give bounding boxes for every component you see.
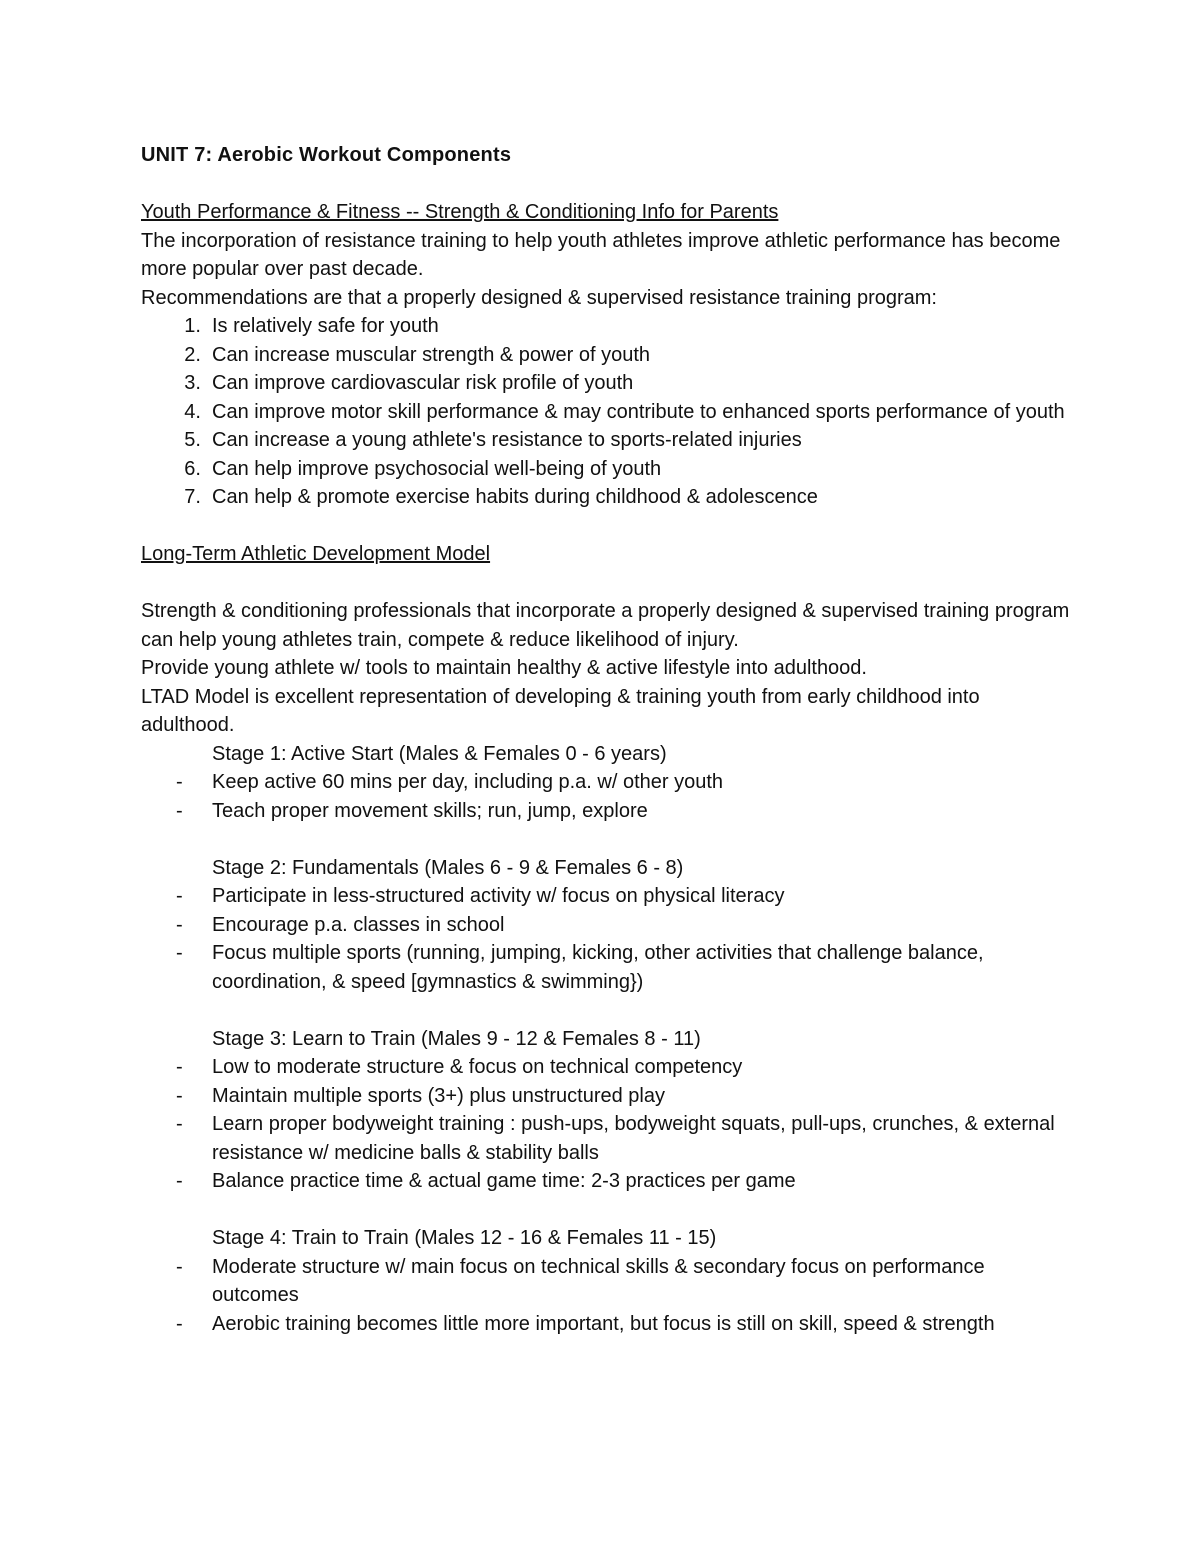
stage-4-title: Stage 4: Train to Train (Males 12 - 16 & Females 11 - 15) <box>212 1227 717 1249</box>
blank-line <box>141 996 1071 1025</box>
ltad-paragraph-1: Strength & conditioning professionals that incorporate a properly designed & supervised training program can help young athletes train, compete & reduce likelihood of injury. <box>141 600 1070 651</box>
point-text: Encourage p.a. classes in school <box>212 913 505 936</box>
list-item: 5. Can increase a young athlete's resistance to sports-related injuries <box>212 426 1071 455</box>
list-item <box>176 1082 1071 1111</box>
point-text: Low to moderate structure & focus on technical competency <box>212 1056 743 1078</box>
document-title: UNIT 7: Aerobic Workout Components <box>141 144 512 166</box>
intro-paragraph: The incorporation of resistance training to help youth athletes improve athletic performance has become more popular over past decade. <box>141 229 1061 280</box>
list-item <box>176 1310 1071 1339</box>
dash-bullet: - <box>176 913 183 936</box>
blank-line <box>141 1196 1071 1225</box>
stage-3-title: Stage 3: Learn to Train (Males 9 - 12 & Females 8 - 11) <box>212 1027 701 1050</box>
list-item <box>176 1110 1071 1167</box>
point-text: Aerobic training becomes little more important, but focus is still on skill, speed & strength <box>212 1312 995 1335</box>
point-text: Participate in less-structured activity w/ focus on physical literacy <box>212 885 785 907</box>
list-item: 2. Can increase muscular strength & power of youth <box>212 341 1071 370</box>
dash-bullet: - <box>176 1170 183 1192</box>
blank-line <box>141 512 1071 541</box>
section-heading-youth-performance: Youth Performance & Fitness -- Strength & Conditioning Info for Parents <box>141 201 779 223</box>
point-text: Focus multiple sports (running, jumping, kicking, other activities that challenge balance, coordination, & speed [gymnastics & swimming}) <box>212 942 984 993</box>
ltad-paragraph-2: Provide young athlete w/ tools to maintain healthy & active lifestyle into adulthood. <box>141 657 867 679</box>
recommendations-list <box>141 312 1071 512</box>
document-body <box>141 198 1071 1338</box>
dash-bullet: - <box>176 771 183 793</box>
list-item: 6. Can help improve psychosocial well-being of youth <box>212 455 1071 484</box>
stage-2-points <box>141 882 1071 996</box>
list-item <box>176 911 1071 940</box>
list-item <box>176 1167 1071 1196</box>
list-item <box>176 797 1071 826</box>
list-item <box>176 882 1071 911</box>
list-item: 4. Can improve motor skill performance & may contribute to enhanced sports performance of youth <box>212 398 1071 427</box>
list-item <box>176 768 1071 797</box>
point-text: Balance practice time & actual game time: 2-3 practices per game <box>212 1170 796 1192</box>
list-item <box>176 1253 1071 1310</box>
list-item <box>176 939 1071 996</box>
dash-bullet: - <box>176 1255 183 1278</box>
dash-bullet: - <box>176 885 183 907</box>
ltad-paragraph-3: LTAD Model is excellent representation of developing & training youth from early childhood into adulthood. <box>141 685 980 736</box>
list-item: 3. Can improve cardiovascular risk profile of youth <box>212 369 1071 398</box>
list-item: 7. Can help & promote exercise habits during childhood & adolescence <box>212 483 1071 512</box>
section-heading-ltad: Long-Term Athletic Development Model <box>141 543 491 565</box>
recommendations-paragraph: Recommendations are that a properly designed & supervised resistance training program: <box>141 286 937 309</box>
blank-line <box>141 569 1071 598</box>
point-text: Moderate structure w/ main focus on technical skills & secondary focus on performance outcomes <box>212 1255 985 1306</box>
list-item <box>176 1053 1071 1082</box>
stage-3-points <box>141 1053 1071 1196</box>
point-text: Learn proper bodyweight training : push-ups, bodyweight squats, pull-ups, crunches, & external resistance w/ medicine balls & stability balls <box>212 1113 1055 1164</box>
stage-1-points <box>141 768 1071 825</box>
blank-line <box>141 825 1071 854</box>
dash-bullet: - <box>176 942 183 964</box>
stage-2-title: Stage 2: Fundamentals (Males 6 - 9 & Females 6 - 8) <box>212 856 684 879</box>
dash-bullet: - <box>176 1312 183 1335</box>
stage-1-title: Stage 1: Active Start (Males & Females 0 - 6 years) <box>212 742 667 765</box>
list-item: 1. Is relatively safe for youth <box>212 312 1071 341</box>
point-text: Keep active 60 mins per day, including p.a. w/ other youth <box>212 771 724 793</box>
dash-bullet: - <box>176 1056 183 1078</box>
point-text: Teach proper movement skills; run, jump, explore <box>212 799 648 822</box>
point-text: Maintain multiple sports (3+) plus unstructured play <box>212 1084 665 1107</box>
stage-4-points <box>141 1253 1071 1339</box>
dash-bullet: - <box>176 1084 183 1107</box>
dash-bullet: - <box>176 1113 183 1135</box>
dash-bullet: - <box>176 799 183 822</box>
